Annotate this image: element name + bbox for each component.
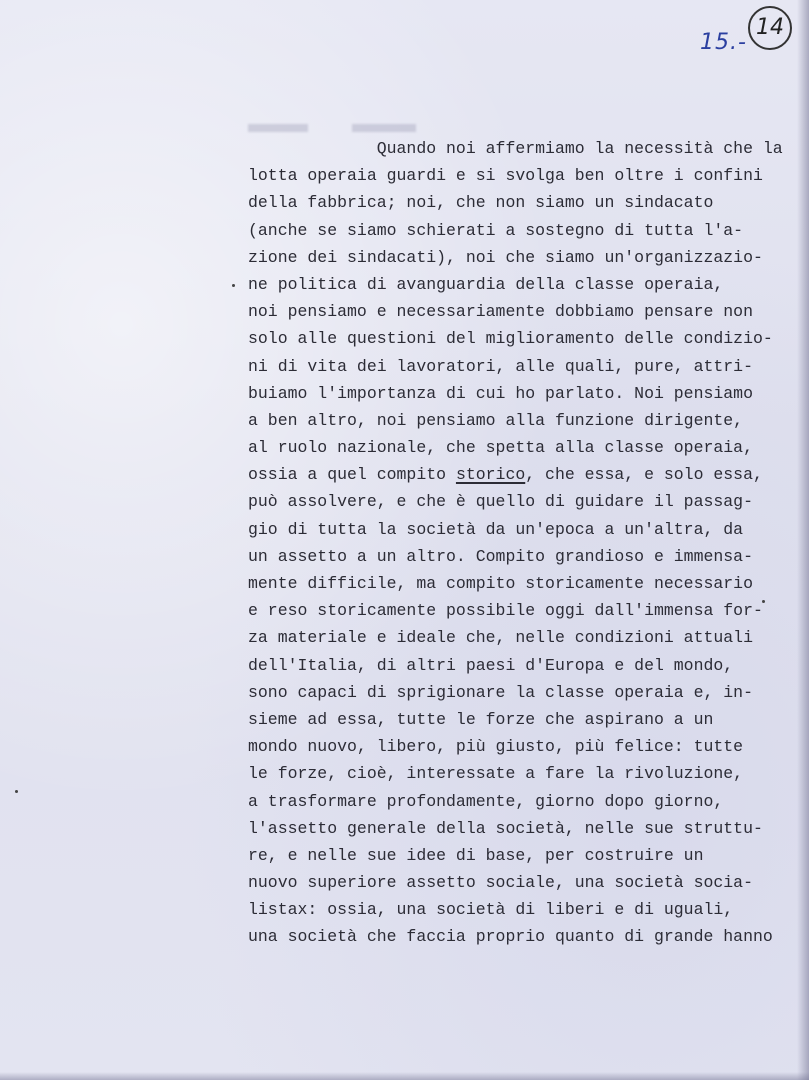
typewritten-text	[248, 135, 788, 951]
text-line: ni di vita dei lavoratori, alle quali, pure, attri-	[248, 356, 753, 376]
ink-dot	[232, 284, 235, 287]
text-line: solo alle questioni del miglioramento delle condizio-	[248, 329, 773, 349]
text-line: lotta operaia guardi e si svolga ben oltre i confini	[248, 166, 763, 186]
text-line: re, e nelle sue idee di base, per costruire un	[248, 845, 704, 865]
circled-sheet-number: 14	[748, 6, 792, 50]
paper-mark	[352, 124, 416, 132]
text-line: Quando noi affermiamo la necessità che la	[248, 139, 783, 158]
text-line: della fabbrica; noi, che non siamo un sindacato	[248, 193, 714, 213]
ink-dot	[15, 790, 18, 793]
text-line: può assolvere, e che è quello di guidare il passag-	[248, 492, 753, 512]
text-line: sono capaci di sprigionare la classe operaia e, in-	[248, 682, 753, 702]
page-edge-shadow-right	[797, 0, 809, 1080]
page-edge-shadow-bottom	[0, 1072, 809, 1080]
text-segment: ossia a quel compito	[248, 465, 456, 485]
text-segment: , che essa, e solo essa,	[525, 465, 763, 485]
text-line: una società che faccia proprio quanto di grande hanno	[248, 927, 773, 947]
handwritten-page-number: 15.-	[700, 30, 747, 55]
text-line: dell'Italia, di altri paesi d'Europa e del mondo,	[248, 655, 734, 675]
underlined-word: storico	[455, 465, 526, 485]
text-line: za materiale e ideale che, nelle condizioni attuali	[248, 628, 753, 648]
text-line: a ben altro, noi pensiamo alla funzione dirigente,	[248, 410, 744, 430]
text-line: nuovo superiore assetto sociale, una società socia-	[248, 873, 753, 893]
text-line: a trasformare profondamente, giorno dopo giorno,	[248, 791, 724, 811]
text-line: un assetto a un altro. Compito grandioso e immensa-	[248, 546, 753, 566]
text-line: l'assetto generale della società, nelle sue struttu-	[248, 818, 763, 838]
text-line: al ruolo nazionale, che spetta alla classe operaia,	[248, 438, 753, 458]
text-line: buiamo l'importanza di cui ho parlato. Noi pensiamo	[248, 383, 753, 403]
text-line: zione dei sindacati), noi che siamo un'organizzazio-	[248, 247, 763, 267]
text-line: noi pensiamo e necessariamente dobbiamo pensare non	[248, 302, 753, 322]
text-line: listax: ossia, una società di liberi e di uguali,	[248, 900, 734, 920]
text-line: mente difficile, ma compito storicamente necessario	[248, 574, 753, 593]
text-line: le forze, cioè, interessate a fare la rivoluzione,	[248, 764, 744, 784]
text-line: (anche se siamo schierati a sostegno di tutta l'a-	[248, 220, 744, 240]
text-line: e reso storicamente possibile oggi dall'immensa for-	[248, 601, 763, 621]
text-line-with-underline	[248, 461, 788, 488]
text-line: sieme ad essa, tutte le forze che aspirano a un	[248, 709, 714, 729]
text-line: mondo nuovo, libero, più giusto, più felice: tutte	[248, 737, 744, 757]
text-line: gio di tutta la società da un'epoca a un'altra, da	[248, 519, 744, 539]
paper-mark	[248, 124, 308, 132]
text-line: ne politica di avanguardia della classe operaia,	[248, 274, 724, 294]
